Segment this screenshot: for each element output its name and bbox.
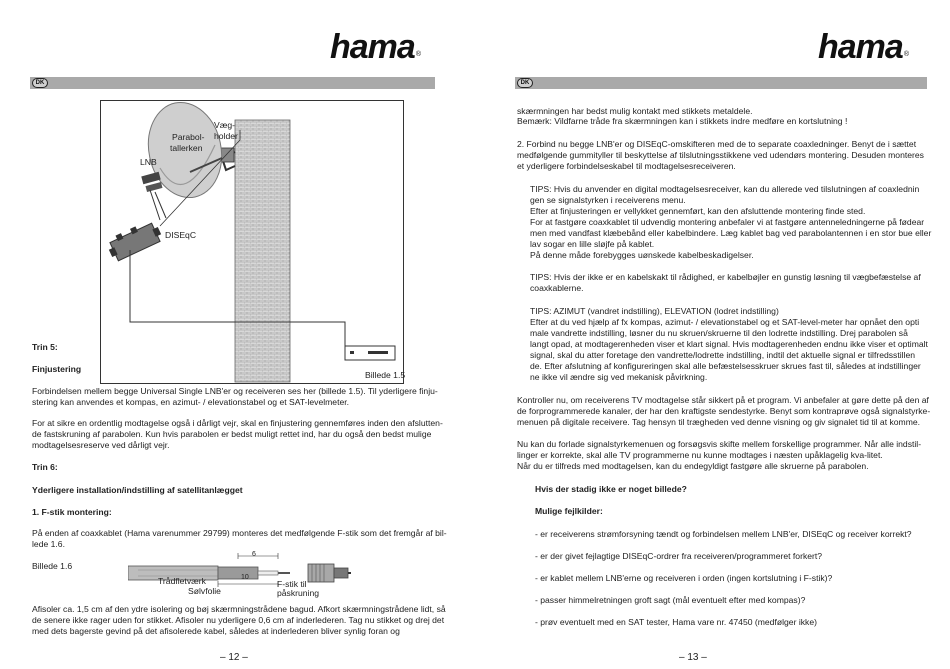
dimension-10: 10 xyxy=(241,574,249,581)
tip-line: På denne måde forebygges uønskede kabelbeskadigelser. xyxy=(530,250,754,260)
diseqc-switch-icon xyxy=(105,218,164,263)
f-connector-icon xyxy=(308,564,351,582)
tip-line: Efter at finjusteringen er vellykket gennemført, kan den afsluttende montering finde sted. xyxy=(530,206,866,216)
finjustering-heading: Finjustering xyxy=(32,364,82,374)
paragraph-line: menuen på digitale receivere. Tag hensyn til trægheden ved denne visning og giv signalet tid til at komme. xyxy=(517,417,921,427)
paragraph-line: de fastskruning af parabolen. Kun hvis parabolen er bedst muligt rettet ind, har du også den bedst mulige xyxy=(32,429,432,439)
paragraph-line: På enden af coaxkablet (Hama varenummer 29799) monteres det medfølgende F-stik som det fremgår af bil- xyxy=(32,528,447,538)
label-holder: holder xyxy=(214,131,238,141)
tip-line: men med vandfast klæbebånd eller kabelbindere. Læg kablet bag ved parabolantennen i en stor bue eller xyxy=(530,228,932,238)
paragraph-line: et yderligere forbindelseskabel til modtagelsesreceiveren. xyxy=(517,161,736,171)
troubleshoot-heading: Hvis der stadig ikke er noget billede? xyxy=(535,484,687,494)
paragraph-line: Forbindelsen mellem begge Universal Single LNB'er og receiveren ses her (billede 1.5). Til yderligere finju- xyxy=(32,386,438,396)
note-line: Bemærk: Vildfarne tråde fra skærmningen kan i stikkets indre medføre en kortslutning ! xyxy=(517,116,848,126)
wall-icon xyxy=(235,120,290,382)
logo-mark: ® xyxy=(415,51,420,58)
tip-line: coaxkablerne. xyxy=(530,283,584,293)
step-6-heading: Trin 6: xyxy=(32,462,58,472)
tip-line: langt opad, at modtagerenheden viser et klart signal. Hvis modtagerenheden endnu ikke viser et optimalt xyxy=(530,339,928,349)
checklist-item: - passer himmelretningen groft sagt (mål eventuelt efter med kompas)? xyxy=(535,595,806,605)
language-bar xyxy=(515,77,927,89)
checklist-item: - prøv eventuelt med en SAT tester, Hama vare nr. 47450 (medfølger ikke) xyxy=(535,617,817,627)
hama-logo xyxy=(818,28,908,67)
paragraph-line: med dets bagerste gevind på det afisolerede kabel, således at inderlederen bliver synlig foran og xyxy=(32,626,400,636)
label-paaskruning: påskruning xyxy=(277,588,320,598)
tip-line: de. Efter afslutning af konfigureringen skal alle befæstelsesskruer skrues fast til, således at indstillinger xyxy=(530,361,921,371)
tip-line: TIPS: AZIMUT (vandret indstilling), ELEVATION (lodret indstilling) xyxy=(530,306,779,316)
fstik-heading: 1. F-stik montering: xyxy=(32,507,112,517)
language-bar xyxy=(30,77,435,89)
tip-line: lav sogar en lille sløjfe på kablet. xyxy=(530,239,655,249)
lnb-icon xyxy=(141,172,160,184)
figure-caption-1-6: Billede 1.6 xyxy=(32,561,73,571)
logo-mark: ® xyxy=(903,51,908,58)
paragraph-line: 2. Forbind nu begge LNB'er og DISEqC-omskifteren med de to separate coaxledninger. Benyt de i sættet xyxy=(517,139,917,149)
dk-flag-icon: DK xyxy=(32,78,48,88)
right-page xyxy=(475,0,950,669)
checklist-item: - er receiverens strømforsyning tændt og forbindelsen mellem LNB'er, DISEqC og receiver korrekt? xyxy=(535,529,912,539)
tip-line: TIPS: Hvis der ikke er en kabelskakt til rådighed, er kabelbøjler en gunstig løsning til vægbefæstelse af xyxy=(530,272,921,282)
step-5-heading: Trin 5: xyxy=(32,342,58,352)
paragraph-line: linger er korrekte, skal alle TV programmerne nu kunne modtages i næsten upåklagelig kva-litet. xyxy=(517,450,883,460)
hama-logo xyxy=(330,28,420,67)
page-number: – 12 – xyxy=(220,652,248,663)
paragraph-line: Nu kan du forlade signalstyrkemenuen og forsøgsvis skifte mellem forskellige programmer. Når alle indstil- xyxy=(517,439,922,449)
logo-text: hama xyxy=(818,28,903,66)
label-parabol: Parabol- xyxy=(172,132,205,142)
label-solvfolie: Sølvfolie xyxy=(188,586,221,596)
tip-line: gen se signalstyrken i receiverens menu. xyxy=(530,195,686,205)
paragraph-line: medfølgende gummityller til beskyttelse af tilslutningsstikkene ved udendørs montering. Desuden monteres xyxy=(517,150,924,160)
tip-line: ne ikke vil ændre sig ved mekanisk påvirkning. xyxy=(530,372,708,382)
label-tallerken: tallerken xyxy=(170,143,203,153)
paragraph-line: skærmningen har bedst mulig kontakt med stikkets metaldele. xyxy=(517,106,753,116)
logo-text: hama xyxy=(330,28,415,66)
tip-line: signal, skal du atter foretage den vandrette/lodrette indstilling, indtil det aktuelle signal er tilfredsstillen xyxy=(530,350,916,360)
paragraph-line: de senere ikke rager uden for stikket. Afisoler nu yderligere 0,6 cm af inderlederen. Tag nu stikket og drej det xyxy=(32,615,445,625)
label-vaeg: Væg- xyxy=(214,120,236,130)
tip-line: Efter at du ved hjælp af fx kompas, azimut- / elevationstabel og et SAT-level-meter har opnået den opti xyxy=(530,317,920,327)
checklist-item: - er der givet fejlagtige DISEqC-ordrer fra receiveren/programmeret forkert? xyxy=(535,551,823,561)
tip-line: For at fastgøre coaxkablet til udvendig montering anbefaler vi at fastgøre antenneledningerne på fødear xyxy=(530,217,925,227)
paragraph-line: stering kan anvendes et kompas, en azimut- / elevationstabel og et SAT-levelmeter. xyxy=(32,397,350,407)
tip-line: TIPS: Hvis du anvender en digital modtagelsesreceiver, kan du allerede ved tilslutningen af coaxlednin xyxy=(530,184,920,194)
paragraph-line: de forprogrammerede kanaler, der har den kraftigste sendestyrke. Benyt som kontraprøve også signalstyrke- xyxy=(517,406,931,416)
paragraph-line: Afisoler ca. 1,5 cm af den ydre isolering og bøj skærmningstrådene bagud. Afkort skærmningstrådene lidt, så xyxy=(32,604,446,614)
tip-line: male vandrette indstilling, løsner du nu skruen/skruerne til den lodrette indstilling. Drej parabolen så xyxy=(530,328,908,338)
dimension-6: 6 xyxy=(252,551,256,558)
paragraph-line: lede 1.6. xyxy=(32,539,65,549)
label-tradfletvaerk: Trådfletværk xyxy=(158,576,206,586)
paragraph-line: Kontroller nu, om receiverens TV modtagelse står sikkert på et program. Vi anbefaler at gøre dette på den af xyxy=(517,395,929,405)
dk-flag-icon: DK xyxy=(517,78,533,88)
checklist-item: - er kablet mellem LNB'erne og receiveren i orden (ingen kortslutning i F-stik)? xyxy=(535,573,833,583)
error-sources-heading: Mulige fejlkilder: xyxy=(535,506,603,516)
installation-diagram xyxy=(100,100,405,385)
paragraph-line: modtagelsesreserve ved dårligt vejr. xyxy=(32,440,170,450)
page-number: – 13 – xyxy=(679,652,707,663)
braid-icon xyxy=(218,567,258,579)
label-fstik: F-stik til xyxy=(277,579,307,589)
paragraph-line: Når du er tilfreds med modtagelsen, kan du endegyldigt fastgøre alle skruerne på parabolen. xyxy=(517,461,869,471)
label-lnb: LNB xyxy=(140,157,157,167)
figure-caption-1-5: Billede 1.5 xyxy=(365,370,406,380)
label-diseqc: DISEqC xyxy=(165,230,197,240)
section-heading: Yderligere installation/indstilling af satellitanlægget xyxy=(32,485,243,495)
paragraph-line: For at sikre en ordentlig modtagelse også i dårligt vejr, skal en finjustering gennemføres inden den afslutten- xyxy=(32,418,443,428)
